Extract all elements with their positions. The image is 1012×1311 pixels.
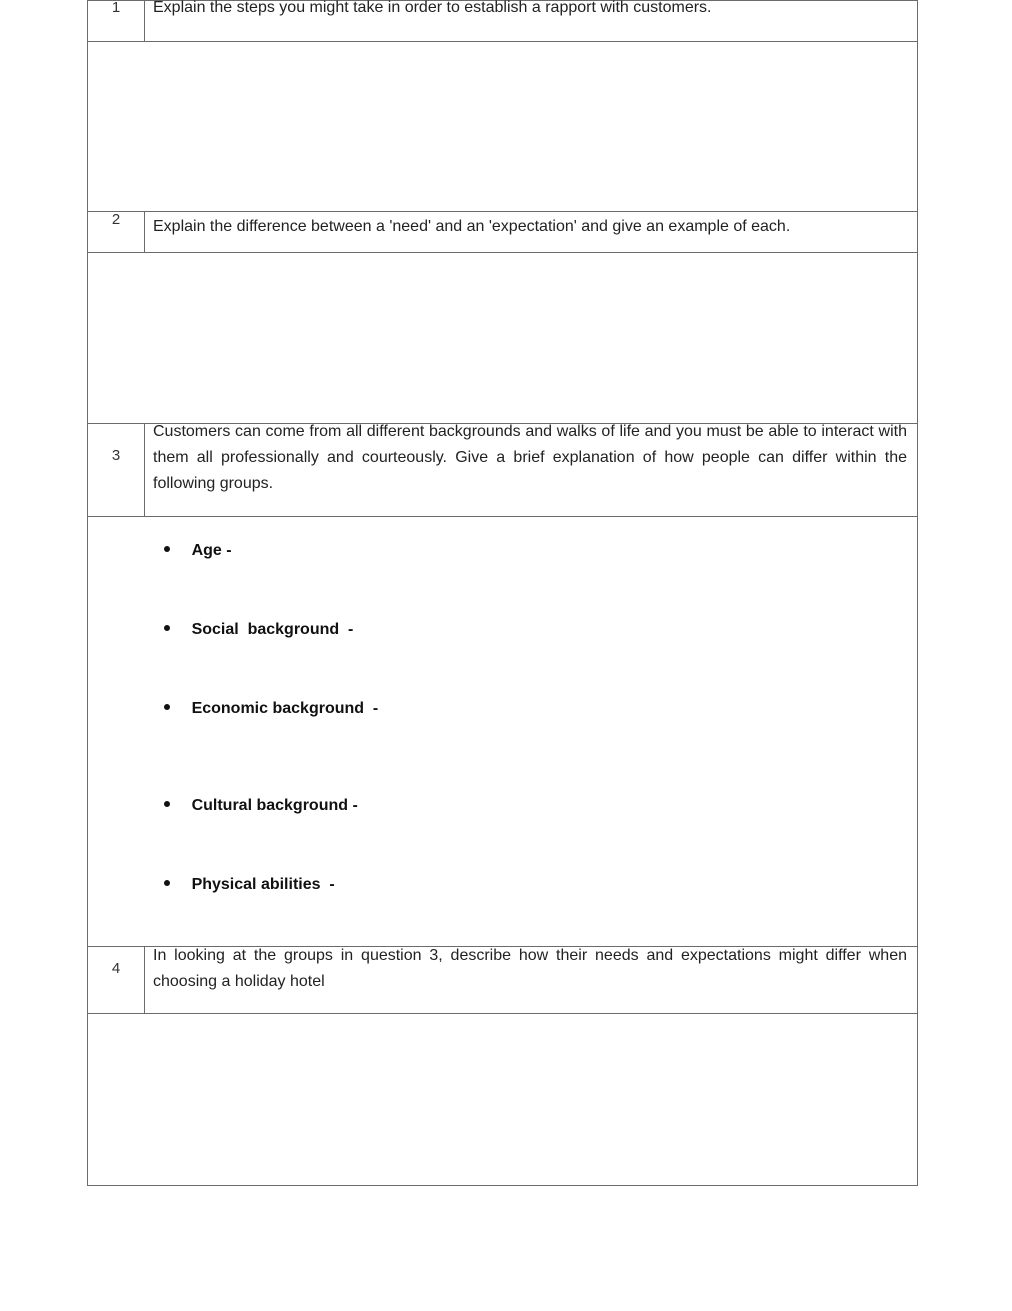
group-label-social: Social background - [191,621,354,638]
bullet-icon [164,546,170,552]
group-item-age [128,524,232,559]
group-item-social [128,603,354,638]
answer-box-3[interactable] [87,517,918,947]
question-row-4 [87,947,918,1014]
question-text-1: Explain the steps you might take in order to establish a rapport with customers. [153,0,712,16]
question-number-3-text: 3 [111,447,121,464]
answer-box-2[interactable] [87,253,918,424]
question-number-4 [88,947,145,1013]
question-number-4-text: 4 [111,960,121,977]
group-label-physical: Physical abilities - [191,876,335,893]
group-item-economic [128,682,379,717]
group-label-economic: Economic background - [191,700,379,717]
answer-box-1[interactable] [87,41,918,212]
question-row-3 [87,424,918,517]
group-item-physical [128,858,335,893]
question-row-2 [87,212,918,253]
answer-box-4[interactable] [87,1014,918,1186]
bullet-icon [164,880,170,886]
question-number-2 [88,212,145,252]
question-row-1 [87,0,918,42]
question-text-2: Explain the difference between a 'need' and an 'expectation' and give an example of each. [153,218,791,235]
question-text-3: Customers can come from all different backgrounds and walks of life and you must be able to interact with them all professionally and courteously. Give a brief explanation of how people can differ within the following groups. [153,423,907,492]
bullet-icon [164,625,170,631]
question-number-2-text: 2 [111,211,121,228]
question-number-3 [88,424,145,516]
question-number-1 [88,1,145,41]
group-item-cultural [128,779,358,814]
group-label-cultural: Cultural background - [191,797,358,814]
bullet-icon [164,801,170,807]
group-label-age: Age - [191,542,232,559]
bullet-icon [164,704,170,710]
question-number-1-text: 1 [111,0,121,16]
question-text-4: In looking at the groups in question 3, describe how their needs and expectations might differ when choosing a holiday hotel [153,947,907,990]
